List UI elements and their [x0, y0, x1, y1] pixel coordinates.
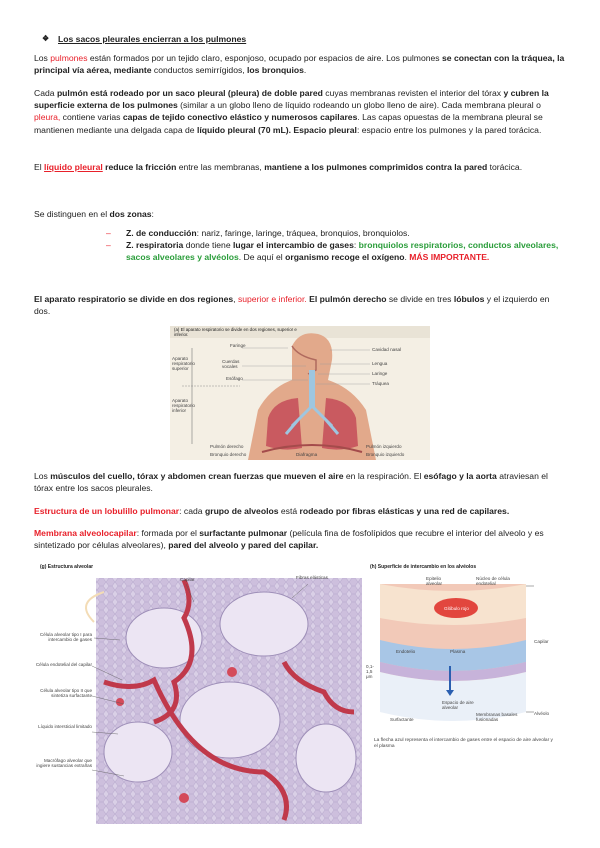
label-cavidad-nasal: Cavidad nasal: [372, 347, 402, 352]
paragraph-lobulillo: Estructura de un lobulillo pulmonar: cada grupo de alveolos está rodeado por fibras elásticas y una red de capilares.: [34, 506, 510, 516]
label-cuerdas-vocales: Cuerdas vocales: [222, 359, 240, 369]
label-traquea: Tráquea: [372, 381, 389, 386]
label-capilar: Capilar: [180, 577, 195, 582]
label-liquido-intersticial: Líquido intersticial limitado: [38, 724, 92, 729]
diamond-bullet-icon: ❖: [42, 34, 50, 43]
label-celula-tipo-1: Célula alveolar tipo I para intercambio de gases: [39, 632, 92, 643]
label-globulo-rojo: Glóbulo rojo: [444, 606, 469, 611]
label-laringe: Laringe: [372, 371, 388, 376]
label-alveolo: Alvéolo: [534, 711, 550, 716]
label-aparato-superior: Aparato respiratorio superior: [172, 356, 195, 372]
figure-exchange-surface: [366, 562, 566, 824]
label-nucleo: Núcleo de célula endotelial: [476, 576, 510, 587]
label-medida: 0,1-1,5 μm: [366, 664, 374, 680]
list-item: – Z. de conducción: nariz, faringe, laringe, tráquea, bronquios, bronquiolos.: [106, 228, 410, 238]
list-item: – Z. respiratoria donde tiene lugar el intercambio de gases: bronquiolos respiratorios, conductos alveolares, sacos alveolares y alvéolos. De aquí el organismo recoge el oxígeno. MÁS IMPORTANTE.: [106, 240, 559, 263]
label-faringe: Faringe: [230, 343, 246, 348]
label-espacio-aire: Espacio de aire alveolar: [442, 700, 474, 711]
section-title: ❖ Los sacos pleurales encierran a los pulmones: [42, 34, 247, 44]
label-bronquio-izquierdo: Bronquio izquierdo: [366, 452, 405, 457]
paragraph-pulmones: Los pulmones están formados por un tejido claro, esponjoso, ocupado por espacios de aire. Los pulmones se conectan con la tráquea, la principal vía aérea, mediante conductos semirrígidos, los bronquios.: [34, 53, 565, 76]
label-fibras-elasticas: Fibras elásticas: [296, 575, 328, 580]
label-capilar: Capilar: [534, 639, 549, 644]
label-pulmon-derecho: Pulmón derecho: [210, 444, 244, 449]
label-plasma: Plasma: [450, 649, 466, 654]
paragraph-pleura: Cada pulmón está rodeado por un saco pleural (pleura) de doble pared cuyas membranas revisten el interior del tórax y cubren la superficie externa de los pulmones (similar a un globo lleno de líquido rodeando un globo lleno de aire). Cada membrana pleural o pleura, contiene varias capas de tejido conectivo elástico y numerosos capilares. Las capas opuestas de la membrana pleural se mantienen mediante una delgada capa de líquido pleural (70 mL). Espacio pleural: espacio entre los pulmones y la pared torácica.: [34, 88, 549, 135]
figure-alveolar-structure: [34, 562, 364, 824]
paragraph-dos-zonas: Se distinguen en el dos zonas:: [34, 209, 154, 219]
label-surfactante: Surfactante: [390, 717, 414, 722]
label-diafragma: Diafragma: [296, 452, 318, 457]
label-celula-tipo-2: Célula alveolar tipo II que sintetiza surfactante: [40, 688, 92, 699]
paragraph-regiones: El aparato respiratorio se divide en dos regiones, superior e inferior. El pulmón derecho se divide en tres lóbulos y el izquierdo en dos.: [34, 294, 550, 317]
label-pulmon-izquierdo: Pulmón izquierdo: [366, 444, 402, 449]
label-epitelio: Epitelio alveolar: [426, 576, 443, 587]
label-endotelio: Endotelio: [396, 649, 416, 654]
label-macrofago: Macrófago alveolar que ingiere sustancias extrañas: [36, 758, 92, 769]
figure-respiratory-system: [170, 326, 430, 460]
figure-header: (h) Superficie de intercambio en los alvéolos: [370, 564, 477, 570]
exchange-illustration: [366, 562, 566, 824]
figure-header: (g) Estructura alveolar: [40, 564, 94, 570]
paragraph-membrana: Membrana alveolocapilar: formada por el surfactante pulmonar (película fina de fosfolípidos que recubre el interior del alveolo y es sintetizado por células alveolares), pared del alveolo y pared del capilar.: [34, 528, 544, 551]
label-esofago: Esófago: [226, 376, 243, 381]
label-bronquio-derecho: Bronquio derecho: [210, 452, 247, 457]
figure-caption: La flecha azul representa el intercambio de gases entre el espacio de aire alveolar y el plasma: [374, 738, 553, 749]
figure-header: (a) El aparato respiratorio se divide en dos regiones, superior e inferior.: [174, 327, 297, 337]
paragraph-musculos: Los músculos del cuello, tórax y abdomen crean fuerzas que mueven el aire en la respiración. El esófago y la aorta atraviesan el tórax entre los sacos pleurales.: [34, 471, 548, 494]
zones-list: [106, 227, 566, 264]
label-celula-endotelial: Célula endotelial del capilar: [35, 662, 92, 667]
paragraph-liquido-pleural: El líquido pleural reduce la fricción entre las membranas, mantiene a los pulmones comprimidos contra la pared torácica.: [34, 162, 523, 172]
label-aparato-inferior: Aparato respiratorio inferior: [172, 398, 195, 414]
label-membranas-basales: Membranas basales fusionadas: [476, 712, 518, 723]
label-lengua: Lengua: [372, 361, 388, 366]
